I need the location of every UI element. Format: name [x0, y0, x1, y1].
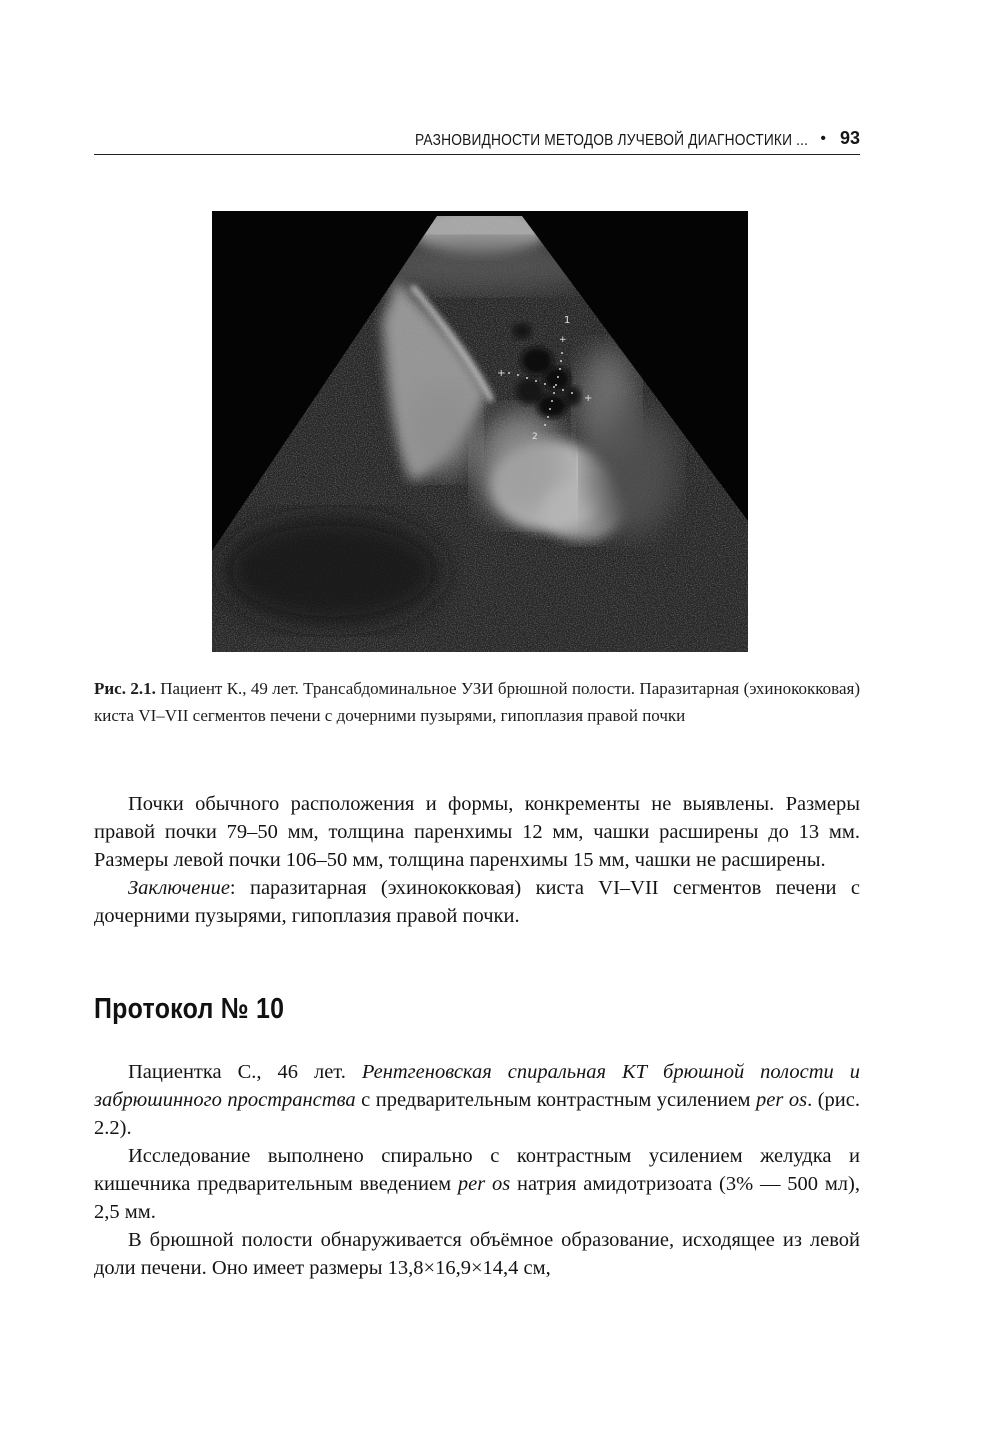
paragraph-kidneys: Почки обычного расположения и формы, конкременты не выявлены. Размеры правой почки 79–50 мм, толщина паренхимы 12 мм, чашки расширены до 13 мм. Размеры левой почки 106–50 мм, толщина паренхимы 15 мм, чашки не расширены.	[94, 793, 860, 871]
caption-text: Пациент К., 49 лет. Трансабдоминальное УЗИ брюшной полости. Паразитарная (эхинококковая) киста VI–VII сегментов печени с дочерними пузырями, гипоплазия правой почки	[94, 679, 860, 725]
caliper-marker-2: 2	[532, 432, 538, 442]
conclusion-text: : паразитарная (эхинококковая) киста VI–VII сегментов печени с дочерними пузырями, гипоплазия правой почки.	[94, 877, 860, 927]
paragraph-findings: В брюшной полости обнаруживается объёмное образование, исходящее из левой доли печени. Оно имеет размеры 13,8×16,9×14,4 см,	[94, 1229, 860, 1279]
method-start: Исследование выполнено спирально с контрастным усилением желудка и кишечника предварительным введением	[94, 1145, 860, 1195]
paragraph-conclusion	[94, 874, 860, 930]
per-os-1: per os	[756, 1089, 808, 1111]
paragraph-patient	[94, 1058, 860, 1142]
svg-text:+: +	[497, 368, 506, 379]
exam-mid: с предварительным контрастным усилением	[355, 1089, 756, 1111]
text-block-1	[94, 790, 860, 930]
text-block-2	[94, 1058, 860, 1282]
page-number: 93	[839, 128, 860, 148]
method-end: натрия амидотризоата (3% — 500 мл), 2,5 мм.	[94, 1173, 860, 1223]
ultrasound-scan	[212, 211, 748, 652]
svg-text:+: +	[584, 393, 593, 404]
caption-label: Рис. 2.1.	[94, 679, 156, 698]
header-bullet: •	[820, 130, 826, 147]
running-title: РАЗНОВИДНОСТИ МЕТОДОВ ЛУЧЕВОЙ ДИАГНОСТИКИ ...	[415, 132, 809, 149]
patient-intro: Пациентка С., 46 лет.	[128, 1061, 362, 1083]
conclusion-label: Заключение	[128, 877, 230, 899]
caliper-marker-1: 1	[564, 315, 571, 326]
exam-end: . (рис. 2.2).	[94, 1089, 860, 1139]
figure-caption	[94, 675, 860, 729]
running-header	[94, 128, 860, 155]
svg-text:+: +	[559, 335, 567, 345]
paragraph-method	[94, 1142, 860, 1226]
exam-type: Рентгеновская спиральная КТ брюшной полости и забрюшинного пространства	[94, 1061, 860, 1111]
per-os-2: per os	[457, 1173, 511, 1195]
section-heading: Протокол № 10	[94, 993, 285, 1025]
ultrasound-image	[212, 211, 748, 652]
